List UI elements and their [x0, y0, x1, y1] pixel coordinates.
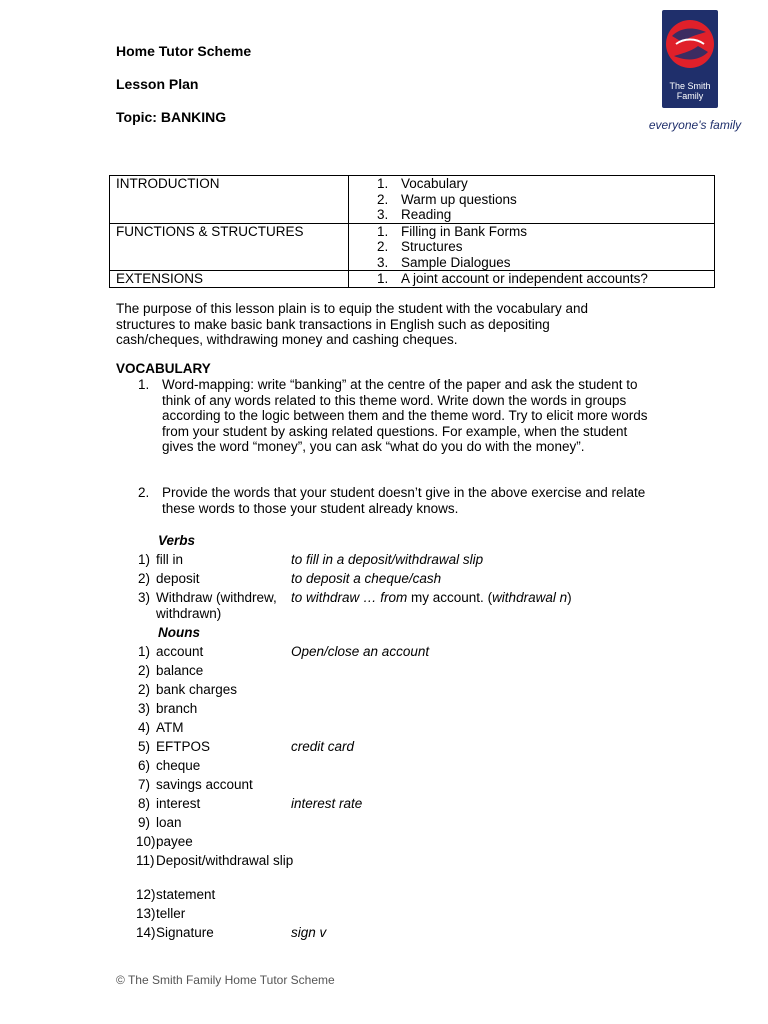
- table-row: [110, 271, 715, 288]
- vocabulary-step-text: Word-mapping: write “banking” at the centre of the paper and ask the student to think of any words related to this theme word. Write down the words in groups according to the logic between them and the theme word. Try to elicit more words from your student by asking related questions. For example, when the student gives the word “money”, you can ask “what do you do with the money”.: [162, 377, 648, 454]
- section-cell: EXTENSIONS: [110, 271, 349, 288]
- logo-badge: [662, 10, 718, 108]
- list-item: 1. Filling in Bank Forms: [377, 223, 528, 239]
- items-cell: [349, 223, 715, 271]
- list-item: 2. Warm up questions: [377, 191, 517, 207]
- hands-icon: [662, 14, 718, 76]
- vocabulary-step-text: Provide the words that your student doesn’t give in the above exercise and relate these words to those your student already knows.: [162, 485, 646, 516]
- logo-tagline: everyone's family: [648, 118, 742, 132]
- list-item: 2. Structures: [377, 239, 463, 254]
- list-item: 1. Vocabulary: [377, 176, 468, 191]
- list-item: 1. A joint account or independent accounts?: [377, 271, 648, 286]
- section-cell: INTRODUCTION: [110, 176, 349, 224]
- items-cell: [349, 271, 715, 288]
- smith-family-logo: [640, 10, 750, 135]
- logo-text-line1: The Smith: [669, 81, 711, 91]
- verbs-heading: Verbs: [158, 533, 196, 548]
- document-title: Home Tutor Scheme: [116, 43, 252, 59]
- table-row: [110, 176, 715, 224]
- document-page: Home Tutor Scheme Lesson Plan Topic: BANKING The Smith Family everyone's family INTRODUCTION 1. Vocabulary 2. Warm up questions 3. Reading FUNCTIONS & STRUCTURES 1. Filling in Bank Forms 2. Structures 3. Sample Dialogues EXTENSIONS 1. A joint account or independent accounts? The purpose of this lesson plain is to equip the student with the vocabulary and structures to make basic bank transactions in English such as depositing cash/cheques, withdrawing money and cashing cheques. VOCABULARY 1. Word-mapping: write “banking” at the centre of the paper and ask the student to think of any words related to this theme word. Write down the words in groups according to the logic between them and the theme word. Try to elicit more words from your student by asking related questions. For example, when the student gives the word “money”, you can ask “what do you do with the money”. 2. Provide the words that your student doesn’t give in the above exercise and relate these words to those your student already knows. Verbs 1) fill in to fill in a deposit/withdrawal slip 2) deposit to deposit a cheque/cash 3) Withdraw (withdrew, withdrawn) to withdraw … from my account. (withdrawal n) Nouns 1) account Open/close an account 2) balance 2) bank charges 3) branch 4) ATM 5) EFTPOS credit card 6) cheque 7) savings account 8) interest interest rate 9) loan 10)payee 11)Deposit/withdrawal slip 12)statement 13)teller 14)Signature sign v © The Smith Family Home Tutor Scheme: [0, 0, 768, 1024]
- document-topic: Topic: BANKING: [116, 109, 227, 125]
- lesson-overview-table: [109, 175, 715, 288]
- table-row: [110, 223, 715, 271]
- list-item: 3. Sample Dialogues: [377, 254, 511, 270]
- document-subtitle: Lesson Plan: [116, 76, 199, 92]
- nouns-heading: Nouns: [158, 625, 200, 640]
- logo-text-line2: Family: [676, 91, 704, 101]
- purpose-paragraph: The purpose of this lesson plain is to equip the student with the vocabulary and structures to make basic bank transactions in English such as depositing cash/cheques, withdrawing money and cashing cheques.: [116, 301, 589, 347]
- vocabulary-heading: VOCABULARY: [116, 361, 211, 376]
- items-cell: [349, 176, 715, 224]
- section-cell: FUNCTIONS & STRUCTURES: [110, 223, 349, 271]
- list-item: 3. Reading: [377, 207, 452, 222]
- page-footer: © The Smith Family Home Tutor Scheme: [116, 973, 335, 987]
